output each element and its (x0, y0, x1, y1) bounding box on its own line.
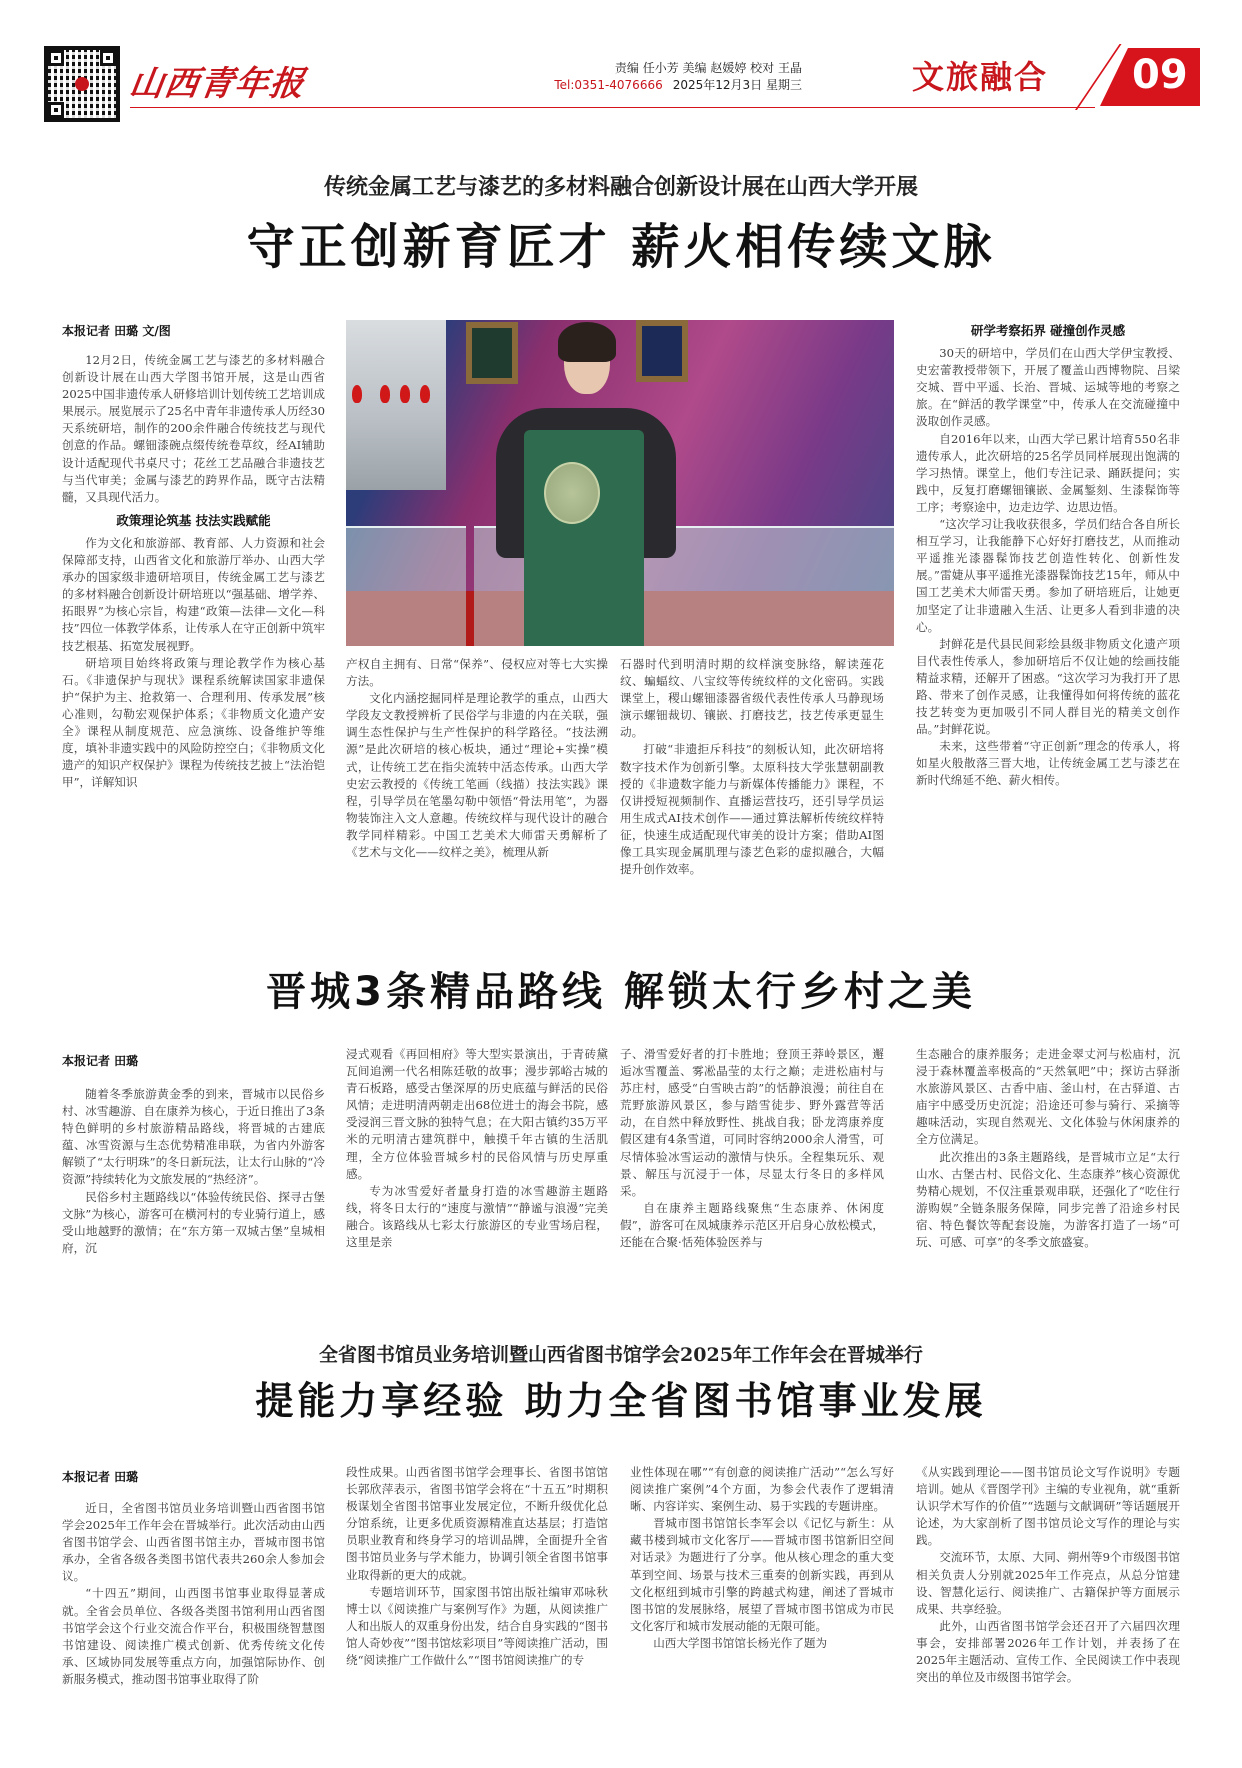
article1-subhead-1: 政策理论筑基 技法实践赋能 (116, 512, 271, 528)
article2-headline: 晋城3条精品路线 解锁太行乡村之美 (266, 969, 976, 1015)
article3-byline: 本报记者 田璐 (62, 1470, 139, 1484)
paragraph: 山西大学图书馆馆长杨光作了题为 (653, 1635, 828, 1650)
paragraph: 民俗乡村主题路线以“体验传统民俗、探寻古堡文脉”为核心，游客可在横河村的专业骑行道上，感受山地越野的激情；在“东方第一双城古堡”皇城相府，沉 (62, 1189, 325, 1255)
paragraph: 晋城市图书馆馆长李军会以《记忆与新生：从藏书楼到城市文化客厅——晋城市图书馆新旧空间对话录》为题进行了分享。他从核心理念的重大变革到空间、场景与技术三重奏的创新实践，再到从文化枢纽到城市引擎的跨越式构建，阐述了晋城市图书馆的发展脉络，展望了晋城市图书馆成为市民文化客厅和城市发展动能的无限可能。 (630, 1516, 894, 1633)
paragraph: “这次学习让我收获很多，学员们结合各自所长相互学习，让我能静下心好好打磨技艺，从而推动平遥推光漆器髹饰技艺创造性转化、创新性发展。”雷婕从事平遥推光漆器髹饰技艺15年，师从中国工艺美术大师雷天勇。参加了研培班后，让她更加坚定了让非遗融入生活、让更多人看到非遗的决心。 (916, 517, 1180, 634)
photo-vase (420, 385, 430, 403)
article1-subhead-2: 研学考察拓界 碰撞创作灵感 (970, 323, 1126, 338)
paragraph: 生态融合的康养服务；走进金翠丈河与松庙村，沉浸于森林覆盖率极高的“天然氧吧”中；探访古驿浙水旅游风景区、古香中庙、釜山村，在古驿道、古庙宇中感受历史沉淀；沿途还可参与骑行、采摘等趣味活动，实现自然观光、文化体验与休闲康养的全方位满足。 (916, 1047, 1180, 1147)
paragraph: 此次推出的3条主题路线，是晋城市立足“太行山水、古堡古村、民俗文化、生态康养”核心资源优势精心规划，不仅注重景观串联，还强化了“吃住行游购娱”全链条服务保障，同步完善了沿途乡村民宿、特色餐饮等配套设施，为游客打造了一场“可玩、可感、可享”的冬季文旅盛宴。 (916, 1149, 1180, 1250)
photo-frame (636, 320, 688, 382)
credits (554, 60, 802, 94)
paragraph: “十四五”期间，山西图书馆事业取得显著成就。全省会员单位、各级各类图书馆利用山西省图书馆学会这个行业交流合作平台，积极围绕智慧图书馆建设、阅读推广模式创新、优秀传统文化传承、区域协同发展等重点方向，加强馆际协作、创新服务模式，推动图书馆事业取得了阶 (62, 1586, 325, 1686)
photo-vase (400, 385, 410, 403)
article2-column-4 (916, 1046, 1180, 1251)
paragraph: 12月2日，传统金属工艺与漆艺的多材料融合创新设计展在山西大学图书馆开展，这是山西省2025中国非遗传承人研修培训计划传统工艺培训成果展示。展览展示了25名中青年非遗传承人历经30天系统研培，制作的200余件融合传统技艺与现代创意的作品。螺钿漆碗点缀传统卷草纹，经AI辅助设计适配现代书桌尺寸；花丝工艺品融合非遗技艺与当代审美；金属与漆艺的跨界作品，既守古法精髓，又具现代活力。 (62, 353, 325, 504)
qr-code[interactable] (44, 46, 120, 122)
paragraph: 自2016年以来，山西大学已累计培育550名非遗传承人，此次研培的25名学员同样展现出饱满的学习热情。课堂上，他们专注记录、踊跃提问；实践中，反复打磨螺钿镶嵌、金属錾刻、生漆髹饰等工序；考察途中，边走边学、边思边悟。 (916, 431, 1180, 514)
masthead (0, 0, 1242, 130)
paragraph: 作为文化和旅游部、教育部、人力资源和社会保障部支持，山西省文化和旅游厅举办、山西大学承办的国家级非遗研培项目，传统金属工艺与漆艺的多材料融合创新设计研培班以“强基础、增学养、拓眼界”为核心宗旨，构建“政策—法律—文化—科技”四位一体教学体系，让传承人在守正创新中筑牢技艺根基、拓宽发展视野。 (62, 535, 325, 653)
article1-photo (346, 320, 894, 646)
photo-display-case (346, 526, 466, 646)
qr-finder-icon (48, 102, 64, 118)
section-title: 文旅融合 (912, 58, 1049, 96)
paragraph: 子、滑雪爱好者的打卡胜地；登顶王莽岭景区，邂逅冰雪覆盖、雾凇晶莹的太行之巅；走进松庙村与苏庄村，感受“白雪映古韵”的恬静浪漫；前往自在荒野旅游风景区，参与踏雪徒步、野外露营等活动，在自然中释放野性、挑战自我；卧龙湾康养度假区建有4条雪道，可同时容纳2000余人滑雪，可尽情体验冰雪运动的激情与快乐。全程集玩乐、观景、解压与沉浸于一体，尽显太行冬日的多样风采。 (620, 1047, 884, 1198)
photo-lacquer-bowl (544, 462, 600, 524)
photo-window (346, 320, 446, 490)
article3-column-1 (62, 1500, 325, 1688)
paragraph: 随着冬季旅游黄金季的到来，晋城市以民俗乡村、冰雪趣游、自在康养为核心，于近日推出了3条特色鲜明的乡村旅游精品路线，将晋城的古建底蕴、冰雪资源与生态优势精准串联，为省内外游客解锁了“太行明珠”的冬日新玩法，让太行山脉的“冷资源”持续转化为文旅发展的“热经济”。 (62, 1087, 325, 1187)
paragraph: 《从实践到理论——图书馆员论文写作说明》专题培训。她从《晋图学刊》主编的专业视角，就“重新认识学术写作的价值”“选题与文献调研”等话题展开论述，为大家剖析了图书馆员论文写作的理论与实践。 (916, 1465, 1180, 1548)
editor-credits: 责编 任小芳 美编 赵媛婷 校对 王晶 (614, 61, 802, 75)
paragraph: 产权自主拥有、日常“保养”、侵权应对等七大实操方法。 (346, 657, 608, 689)
photo-apron (524, 430, 644, 646)
article1-column-3 (620, 656, 884, 878)
article2-column-3 (620, 1046, 884, 1251)
paragraph: 打破“非遗拒斥科技”的刻板认知，此次研培将数字技术作为创新引擎。太原科技大学张慧朝副教授的《非遗数字能力与新媒体传播能力》课程，不仅讲授短视频制作、直播运营技巧，还引导学员运用生成式AI技术创作——通过算法解析传统纹样特征，快速生成适配现代审美的设计方案；借助AI图像工具实现金属肌理与漆艺色彩的虚拟融合，大幅提升创作效率。 (620, 742, 884, 877)
photo-person-hair (558, 322, 616, 362)
article1-column-1 (62, 352, 325, 791)
newspaper-logo: 山西青年报 (126, 64, 308, 104)
paragraph: 浸式观看《再回相府》等大型实景演出，于青砖黛瓦间追溯一代名相陈廷敬的故事；漫步郭峪古城的青石板路，感受古堡深厚的历史底蕴与鲜活的民俗风情；走进明清两朝走出68位进士的海会书院，感受浸润三晋文脉的独特气息；在大阳古镇约35万平米的元明清古建筑群中，触摸千年古镇的生活肌理，全方位体验晋城乡村的民俗风情与历史厚重感。 (346, 1047, 608, 1181)
article3-column-2 (346, 1464, 608, 1669)
paragraph: 文化内涵挖掘同样是理论教学的重点，山西大学段友文教授辨析了民俗学与非遗的内在关联，强调生态性保护与生产性保护的科学路径。“技法溯源”是此次研培的核心板块，通过“理论+实操”模式，让传统工艺在指尖流转中活态传承。山西大学史宏云教授的《传统工笔画（线描）技法实践》课程，引导学员在笔墨勾勒中领悟“骨法用笔”，为器物装饰注入文人意趣。传统纹样与现代设计的融合教学同样精彩。中国工艺美术大师雷天勇解析了《艺术与文化——纹样之美》，梳理从新 (346, 691, 608, 860)
issue-date: 2025年12月3日 星期三 (672, 78, 802, 92)
paragraph: 研培项目始终将政策与理论教学作为核心基石。《非遗保护与现状》课程系统解读国家非遗保护“保护为主、抢救第一、合理利用、传承发展”核心准则，勾勒宏观保护体系；《非物质文化遗产安全》课程从制度规范、应急演练、设备维护等维度，填补非遗实践中的风险防控空白；《非物质文化遗产的知识产权保护》课程为传统技艺披上“法治铠甲”，详解知识 (62, 655, 325, 790)
article2-column-2 (346, 1046, 608, 1251)
paragraph: 段性成果。山西省图书馆学会理事长、省图书馆馆长郭欣萍表示，省图书馆学会将在“十五五”时期积极谋划全省图书馆事业发展定位，不断升级优化总分馆系统，让更多优质资源精准直达基层；打造馆员职业教育和终身学习的培训品牌，全面提升全省图书馆员业务与学术能力，协调引领全省图书馆事业取得新的更大的成就。 (346, 1465, 608, 1582)
article3-kicker: 全省图书馆员业务培训暨山西省图书馆学会2025年工作年会在晋城举行 (319, 1344, 923, 1366)
paragraph: 此外，山西省图书馆学会还召开了六届四次理事会，安排部署2026年工作计划，并表扬了在2025年主题活动、宣传工作、全民阅读工作中表现突出的单位及市级图书馆学会。 (916, 1618, 1180, 1685)
paragraph: 交流环节，太原、大同、朔州等9个市级图书馆相关负责人分别就2025年工作亮点，从总分馆建设、智慧化运行、阅读推广、古籍保护等方面展示成果、共享经验。 (916, 1550, 1180, 1616)
article1-headline: 守正创新育匠才 薪火相传续文脉 (246, 219, 996, 275)
article2-byline: 本报记者 田璐 (62, 1054, 139, 1068)
telephone: Tel:0351-4076666 (554, 78, 663, 92)
paragraph: 封鲜花是代县民间彩绘县级非物质文化遗产项目代表性传承人，参加研培后不仅让她的绘画技能精益求精，还解开了困惑。“这次学习为我打开了思路、带来了创作灵感，让我懂得如何将传统的蓝花技艺转变为更加吸引不同人群目光的精美文创作品。”封鲜花说。 (916, 636, 1180, 737)
masthead-rule (130, 107, 1095, 108)
article3-headline: 提能力享经验 助力全省图书馆事业发展 (255, 1379, 987, 1423)
paragraph: 近日，全省图书馆员业务培训暨山西省图书馆学会2025年工作年会在晋城举行。此次活动由山西省图书馆学会、山西省图书馆主办，晋城市图书馆承办，全省各级各类图书馆代表共260余人参加会议。 (62, 1501, 325, 1584)
page-number: 09 (1132, 52, 1188, 98)
qr-finder-icon (48, 50, 64, 66)
article3-column-4 (916, 1464, 1180, 1686)
paragraph: 自在康养主题路线聚焦“生态康养、休闲度假”，游客可在凤城康养示范区开启身心放松模式，还能在合聚·恬苑体验医养与 (620, 1200, 884, 1250)
article1-byline: 本报记者 田璐 文/图 (62, 324, 171, 338)
paragraph: 30天的研培中，学员们在山西大学伊宝教授、史宏蕾教授带领下，开展了覆盖山西博物院、吕梁交城、晋中平遥、长治、晋城、运城等地的考察之旅。在“鲜活的教学课堂”中，传承人在交流碰撞中汲取创作灵感。 (916, 346, 1180, 429)
qr-logo-icon (75, 77, 89, 91)
qr-finder-icon (100, 50, 116, 66)
article1-column-2 (346, 656, 608, 861)
paragraph: 专为冰雪爱好者量身打造的冰雪趣游主题路线，将冬日太行的“速度与激情”“静谧与浪漫”完美融合。该路线从七彩太行旅游区的专业雪场启程，这里是亲 (346, 1183, 608, 1250)
paragraph: 石器时代到明清时期的纹样演变脉络，解读莲花纹、蝙蝠纹、八宝纹等传统纹样的文化密码。实践课堂上，稷山螺钿漆器省级代表性传承人马静现场演示螺钿裁切、镶嵌、打磨技艺，技艺传承更显生动。 (620, 657, 884, 740)
photo-vase (352, 385, 362, 403)
paragraph: 业性体现在哪”“有创意的阅读推广活动”“怎么写好阅读推广案例”4个方面，为参会代表作了逻辑清晰、内容详实、案例生动、易于实践的专题讲座。 (630, 1465, 894, 1514)
paragraph: 未来，这些带着“守正创新”理念的传承人，将如星火般散落三晋大地，让传统金属工艺与漆艺在新时代绵延不绝、薪火相传。 (916, 739, 1180, 788)
article1-column-4 (916, 322, 1180, 790)
photo-vase (380, 385, 390, 403)
paragraph: 专题培训环节，国家图书馆出版社编审邓咏秋博士以《阅读推广与案例写作》为题，从阅读推广人和出版人的双重身份出发，结合自身实践的“图书馆人奇妙夜”“图书馆炫彩项目”等阅读推广活动，围绕“阅读推广工作做什么”“图书馆阅读推广的专 (346, 1584, 608, 1668)
photo-frame (466, 322, 518, 384)
article2-column-1 (62, 1086, 325, 1257)
article3-column-3 (630, 1464, 894, 1652)
article1-kicker: 传统金属工艺与漆艺的多材料融合创新设计展在山西大学开展 (323, 174, 918, 200)
